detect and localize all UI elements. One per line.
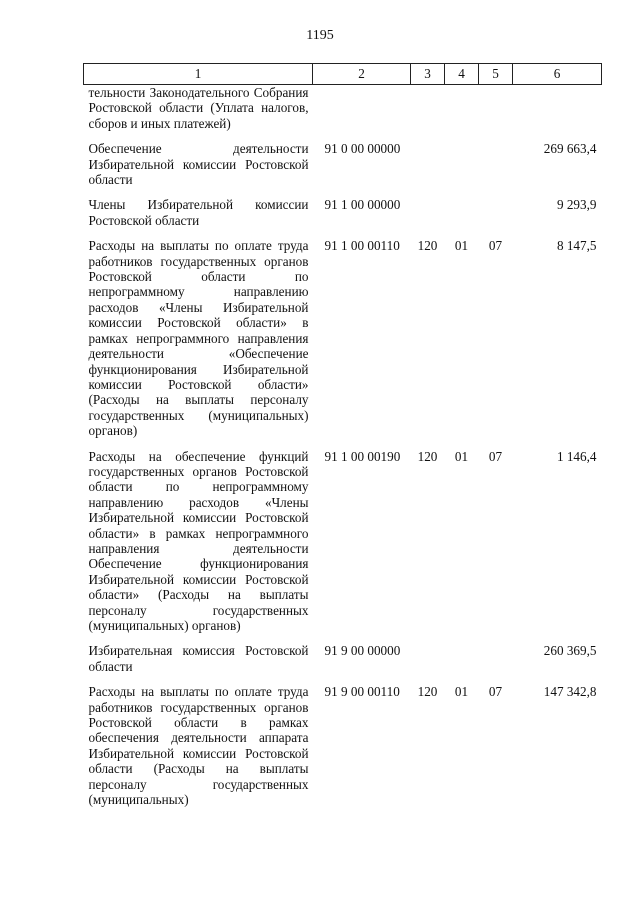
table-row xyxy=(84,197,602,228)
row-sum: 147 342,8 xyxy=(543,684,597,700)
row-rz xyxy=(445,197,479,228)
row-vr: 120 xyxy=(417,448,438,464)
row-vr xyxy=(411,643,445,674)
row-rz xyxy=(445,141,479,187)
row-sum xyxy=(513,85,602,132)
row-code: 91 1 00 00190 xyxy=(324,448,401,464)
row-rz: 01 xyxy=(454,238,469,254)
budget-table xyxy=(83,63,602,807)
row-name: Обеспечение деятельности Избирательной комиссии Ростовской области xyxy=(88,141,309,188)
row-vr: 120 xyxy=(417,238,438,254)
col-header-vr: 3 xyxy=(411,64,445,85)
row-pr xyxy=(479,643,513,674)
row-rz xyxy=(445,643,479,674)
row-vr xyxy=(411,141,445,187)
row-rz: 01 xyxy=(454,684,469,700)
row-pr xyxy=(479,197,513,228)
row-rz: 01 xyxy=(454,448,469,464)
row-pr xyxy=(479,141,513,187)
row-sum: 8 147,5 xyxy=(556,238,597,254)
col-header-name: 1 xyxy=(84,64,313,85)
table-row xyxy=(84,449,602,634)
row-sum: 260 369,5 xyxy=(543,643,597,659)
row-code: 91 0 00 00000 xyxy=(324,141,401,157)
table-row xyxy=(84,85,602,132)
row-sum: 269 663,4 xyxy=(543,141,597,157)
col-header-code: 2 xyxy=(313,64,411,85)
row-code xyxy=(313,85,411,132)
row-pr: 07 xyxy=(488,448,503,464)
row-sum: 1 146,4 xyxy=(556,448,597,464)
row-name: Расходы на выплаты по оплате труда работников государственных органов Ростовской области по непрограммному направлению расходов «Члены Избирательной комиссии Ростовской области» в рамках непрограммного направления деятельности «Обеспечение функционирования Избирательной комиссии Ростовской области» (Расходы на выплаты персоналу государственных (муниципальных) органов) xyxy=(88,238,309,439)
table-row xyxy=(84,141,602,187)
row-code: 91 1 00 00000 xyxy=(324,197,401,213)
table-row xyxy=(84,684,602,807)
row-vr xyxy=(411,85,445,132)
row-pr: 07 xyxy=(488,684,503,700)
row-name: Члены Избирательной комиссии Ростовской области xyxy=(88,197,309,228)
row-code: 91 1 00 00110 xyxy=(324,238,400,254)
row-vr: 120 xyxy=(417,684,438,700)
table-header-row xyxy=(84,64,602,85)
row-code: 91 9 00 00000 xyxy=(324,643,401,659)
row-vr xyxy=(411,197,445,228)
row-name: тельности Законодательного Собрания Ростовской области (Уплата налогов, сборов и иных платежей) xyxy=(88,85,309,131)
row-sum: 9 293,9 xyxy=(556,197,597,213)
row-name: Расходы на выплаты по оплате труда работников государственных органов Ростовской области в рамках обеспечения деятельности аппарата Избирательной комиссии Ростовской области (Расходы на выплаты персоналу государственных (муниципальных) xyxy=(88,684,309,808)
table-row xyxy=(84,238,602,438)
row-name: Избирательная комиссия Ростовской области xyxy=(88,643,309,674)
row-pr xyxy=(479,85,513,132)
col-header-sum: 6 xyxy=(513,64,602,85)
row-code: 91 9 00 00110 xyxy=(324,684,400,700)
row-pr: 07 xyxy=(488,238,503,254)
col-header-rz: 4 xyxy=(445,64,479,85)
page-number: 1195 xyxy=(306,28,334,43)
col-header-pr: 5 xyxy=(479,64,513,85)
table-row xyxy=(84,643,602,674)
row-name: Расходы на обеспечение функций государственных органов Ростовской области по непрограммному направлению расходов «Члены Избирательной комиссии Ростовской области» в рамках непрограммного направления деятельности Обеспечение функционирования Избирательной комиссии Ростовской области» (Расходы на выплаты персоналу государственных (муниципальных) органов) xyxy=(88,448,309,633)
row-rz xyxy=(445,85,479,132)
